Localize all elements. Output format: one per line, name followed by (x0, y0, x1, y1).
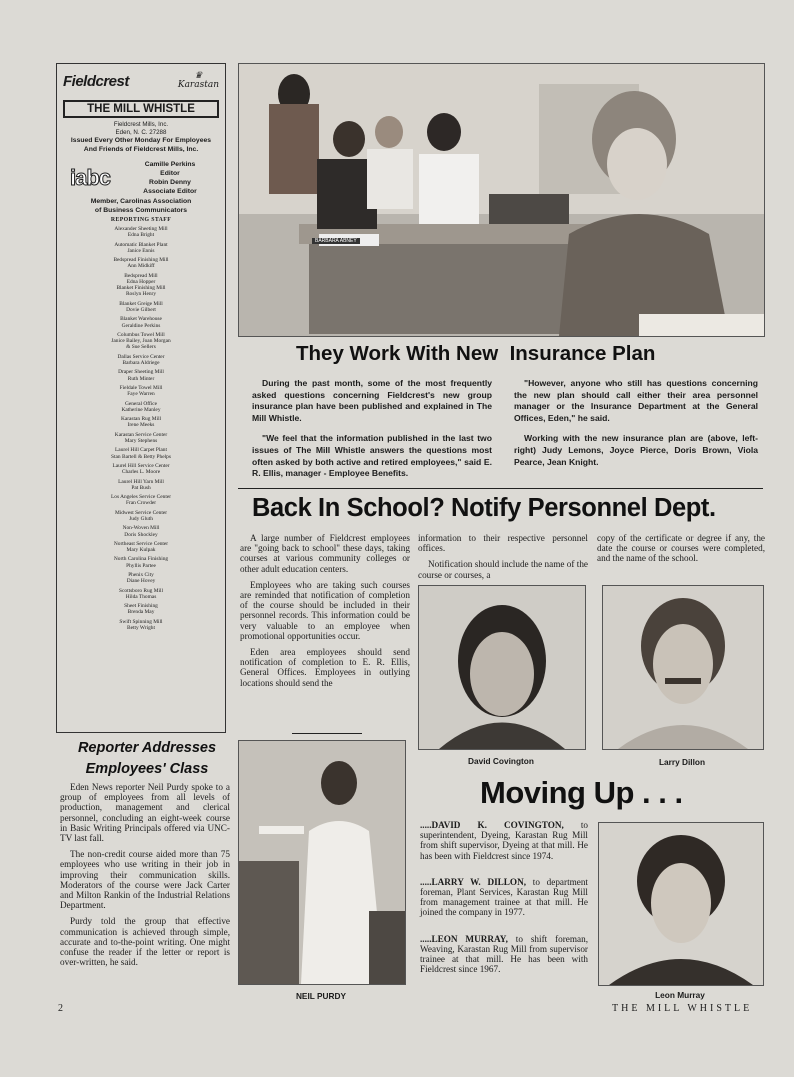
staff-location: Columbus Towel Mill (117, 331, 165, 338)
associate-editor-title: Associate Editor (143, 188, 197, 195)
staff-location: Draper Sheeting Mill (118, 369, 164, 376)
portrait-illustration (419, 586, 585, 749)
promotion-text: to superintendent, Dyeing, Karastan Rug Mill from shift supervisor, Dyeing at that mill. He has been with Fieldcrest since 1974. (420, 820, 589, 861)
staff-entry (57, 332, 225, 351)
desk-nameplate: BARBARA ABNEY (312, 238, 360, 244)
staff-location: General Office (124, 400, 158, 407)
staff-entry (57, 463, 225, 475)
member-line-1: Member, Carolinas Association (90, 198, 192, 205)
david-covington-photo (418, 585, 586, 750)
school-paragraph: A large number of Fieldcrest employees are "going back to school" these days, taking courses at various community colleges or other adult education centers. (240, 533, 410, 574)
staff-location: Scottsboro Rug Mill (118, 587, 164, 594)
insurance-column-2 (514, 378, 758, 477)
promotion-name: .....LEON MURRAY, (420, 933, 508, 944)
school-paragraph: Employees who are taking such courses are reminded that notification of completion of the course should be included in their personnel records. This information could be very valuable to an employee when promotional opportunities occur. (240, 579, 410, 641)
editor-name: Camille Perkins (144, 161, 196, 168)
staff-entry (57, 588, 225, 600)
editor-title: Editor (160, 170, 180, 177)
staff-entry (57, 556, 225, 568)
staff-entry (57, 401, 225, 413)
promotion-item (420, 934, 588, 975)
staff-entry (57, 572, 225, 584)
school-column-3 (597, 533, 765, 570)
reporter-headline (62, 738, 232, 780)
staff-entry (57, 416, 225, 428)
larry-dillon-caption: Larry Dillon (658, 757, 706, 767)
karastan-logo-text: Karastan (177, 80, 219, 90)
publication-name: THE MILL WHISTLE (63, 100, 219, 118)
promotion-item (420, 877, 588, 918)
staff-reporter: Diane Hovey (126, 578, 156, 585)
staff-reporter: Phyllis Partee (126, 562, 156, 569)
staff-entry (57, 257, 225, 269)
reporter-paragraph: Purdy told the group that effective communication is achieved through simple, accurate and to-the-point writing. One might confuse the reader if the letter or report is over-written, he said. (60, 916, 230, 968)
staff-entry (57, 603, 225, 615)
staff-location: Swift Spinning Mill (119, 618, 163, 625)
staff-entry (57, 369, 225, 381)
staff-reporter: Faye Warren (127, 391, 155, 398)
staff-reporter: Doris Shockley (124, 531, 158, 538)
insurance-paragraph: During the past month, some of the most frequently asked questions concerning Fieldcrest's new group insurance plan have been published and explained in The Mill Whistle. (252, 378, 492, 423)
promotion-text: to department foreman, Plant Services, Karastan Rug Mill from management trainee at that mill. He joined the company in 1977. (420, 876, 588, 918)
staff-location: Northeast Service Center (113, 540, 169, 547)
staff-location: Blanket Greige Mill (119, 300, 163, 307)
staff-reporter: Charles L. Moore (121, 469, 161, 476)
staff-entry (57, 447, 225, 459)
staff-reporter: Janice Bailey, Joan Morgan (111, 338, 171, 345)
editors-list (119, 160, 221, 196)
staff-reporter: Mary Kulpak (126, 547, 156, 554)
staff-reporter: Pat Bush (131, 484, 151, 491)
address-line-1: Fieldcrest Mills, Inc. (113, 121, 169, 128)
school-headline: Back In School? Notify Personnel Dept. (252, 494, 716, 522)
staff-location: Midwest Service Center (114, 509, 168, 516)
staff-entry (57, 273, 225, 298)
staff-location: Laurel Hill Carpet Plant (115, 447, 167, 454)
member-line-2: of Business Communicators (94, 206, 188, 214)
staff-location: Blanket Finishing Mill (116, 285, 166, 292)
portrait-illustration (603, 586, 763, 749)
school-paragraph: Eden area employees should send notification of completion to E. R. Ellis, General Offices. Employees in outlying locations should send the (240, 647, 410, 688)
david-covington-caption: David Covington (468, 756, 534, 766)
staff-location: Karastan Rug Mill (120, 416, 162, 423)
staff-location: Fieldale Towel Mill (119, 384, 163, 391)
staff-location: Dallas Service Center (117, 353, 165, 360)
school-paragraph: information to their respective personnel offices. (418, 533, 588, 554)
staff-entry (57, 385, 225, 397)
office-photo-illustration (239, 64, 764, 336)
insurance-paragraph: Working with the new insurance plan are (above, left-right) Judy Lemons, Joyce Pierce, Doris Brown, Viola Pearce, Jean Knight. (514, 433, 758, 467)
karastan-logo (178, 72, 219, 90)
staff-reporter: Brenda May (127, 609, 155, 616)
staff-entry (57, 226, 225, 238)
insurance-column-1 (252, 378, 492, 489)
leon-murray-caption: Leon Murray (655, 990, 705, 1000)
masthead-box (56, 63, 226, 733)
staff-reporter: Stan Bartell & Betty Phelps (111, 453, 171, 460)
staff-reporter: Judy Gluth (129, 515, 153, 522)
staff-entry (57, 242, 225, 254)
promotion-name: .....DAVID K. COVINGTON, (420, 820, 564, 830)
reporting-staff-list (57, 226, 225, 631)
staff-location: Los Angeles Service Center (110, 494, 172, 501)
staff-reporter: Hilda Thomas (125, 593, 157, 600)
insurance-headline-part2: Insurance Plan (509, 342, 656, 365)
staff-location: North Carolina Finishing (113, 556, 169, 563)
staff-reporter: Edna Bright (127, 232, 155, 239)
staff-reporter: Barbara Aldriege (122, 359, 160, 366)
staff-reporter: Geraldine Perkins (121, 322, 161, 329)
reporter-paragraph: The non-credit course aided more than 75 employees who use writing in their job in improving their communication skills. Moderators of the course were Jack Carter and Milton Rankin of the Industrial Relations Department. (60, 849, 230, 911)
reporter-article (60, 782, 230, 973)
promotion-item (420, 820, 588, 861)
staff-entry (57, 301, 225, 313)
address-line-2: Eden, N. C. 27288 (115, 129, 167, 136)
neil-purdy-photo (238, 740, 406, 985)
staff-entry (57, 541, 225, 553)
portrait-illustration (599, 823, 763, 985)
moving-up-list (420, 820, 588, 980)
staff-location: Bedspread Mill (124, 272, 158, 279)
staff-reporter: Edna Hopper (126, 278, 156, 285)
staff-location: Laurel Hill Yarn Mill (118, 478, 164, 485)
promotion-text: to shift foreman, Weaving, Karastan Rug Mill from supervisor trainee at that mill. He has been with Fieldcrest since 1967. (420, 933, 588, 975)
staff-location: Sheet Finishing (124, 603, 158, 610)
staff-location: Automatic Blanket Plant (114, 241, 168, 248)
reporting-staff-header: REPORTING STAFF (110, 217, 172, 223)
staff-reporter: Katherine Manley (121, 406, 161, 413)
staff-entry (57, 316, 225, 328)
neil-purdy-caption: NEIL PURDY (295, 991, 347, 1001)
staff-location: Laurel Hill Service Center (112, 462, 170, 469)
page-number: 2 (58, 1003, 63, 1014)
staff-entry (57, 494, 225, 506)
reporter-headline-line2: Employees' Class (85, 761, 209, 777)
larry-dillon-photo (602, 585, 764, 750)
insurance-headline (296, 342, 655, 366)
staff-location: Alexander Sheeting Mill (114, 226, 168, 232)
iabc-logo: iabc (69, 165, 111, 190)
section-divider (238, 488, 763, 489)
staff-entry (57, 619, 225, 631)
footer-publication-name: THE MILL WHISTLE (612, 1003, 753, 1014)
school-column-2 (418, 533, 588, 586)
staff-reporter: Ruth Minter (127, 375, 155, 382)
staff-reporter: Ann Midkiff (127, 263, 155, 270)
staff-entry (57, 354, 225, 366)
staff-reporter: Fran Crowder (125, 500, 157, 507)
staff-location: Bedspread Finishing Mill (113, 257, 169, 264)
staff-location: Blanket Warehouse (120, 316, 162, 323)
staff-reporter: Betty Wright (127, 625, 155, 632)
school-paragraph: Notification should include the name of the course or courses, a (418, 559, 588, 580)
crown-icon: ♛ (194, 71, 203, 81)
leon-murray-photo (598, 822, 764, 986)
staff-entry (57, 510, 225, 522)
insurance-team-photo (238, 63, 765, 337)
staff-reporter: Dovie Gilbert (126, 306, 156, 313)
issued-line-1: Issued Every Other Monday For Employees (70, 137, 212, 144)
school-column-1 (240, 533, 410, 694)
short-divider (292, 733, 362, 734)
staff-location: Phenix City (128, 572, 154, 579)
fieldcrest-logo: Fieldcrest (63, 72, 129, 90)
staff-location: Non-Woven Mill (122, 525, 160, 532)
editors-row (61, 160, 221, 196)
staff-reporter: Janice Ennis (127, 247, 155, 254)
staff-reporter: Roslyn Henry (125, 291, 157, 298)
promotion-name: .....LARRY W. DILLON, (420, 876, 527, 887)
moving-up-headline: Moving Up . . . (480, 775, 683, 810)
insurance-paragraph: "We feel that the information published in the last two issues of The Mill Whistle answers the questions most often asked by both active and retired employees," said E. R. Ellis, manager - Employee Benefits. (252, 433, 492, 479)
staff-location: & Sue Sellers (126, 344, 156, 351)
insurance-headline-part1: They Work With New (296, 342, 499, 365)
staff-entry (57, 479, 225, 491)
reporter-paragraph: Eden News reporter Neil Purdy spoke to a group of employees from all levels of production, management and clerical personnel, concluding an eight-week course in Basic Writing Principals offered via UNC-TV last fall. (60, 782, 230, 844)
staff-reporter: Irene Meeks (127, 422, 155, 429)
staff-entry (57, 432, 225, 444)
reporter-headline-line1: Reporter Addresses (77, 740, 217, 756)
staff-location: Karastan Service Center (114, 431, 168, 438)
staff-reporter: Mary Stephens (124, 437, 158, 444)
speaker-illustration (239, 741, 405, 984)
associate-editor-name: Robin Denny (149, 179, 191, 186)
insurance-paragraph: "However, anyone who still has questions concerning the new plan should call either their area personnel manager or the Insurance Department at the General Offices, Eden," he said. (514, 378, 758, 423)
staff-entry (57, 525, 225, 537)
issued-line-2: And Friends of Fieldcrest Mills, Inc. (83, 145, 199, 153)
school-paragraph: copy of the certificate or degree if any, the date the course or courses were completed, and the name of the school. (597, 533, 765, 564)
logo-row (57, 64, 225, 98)
